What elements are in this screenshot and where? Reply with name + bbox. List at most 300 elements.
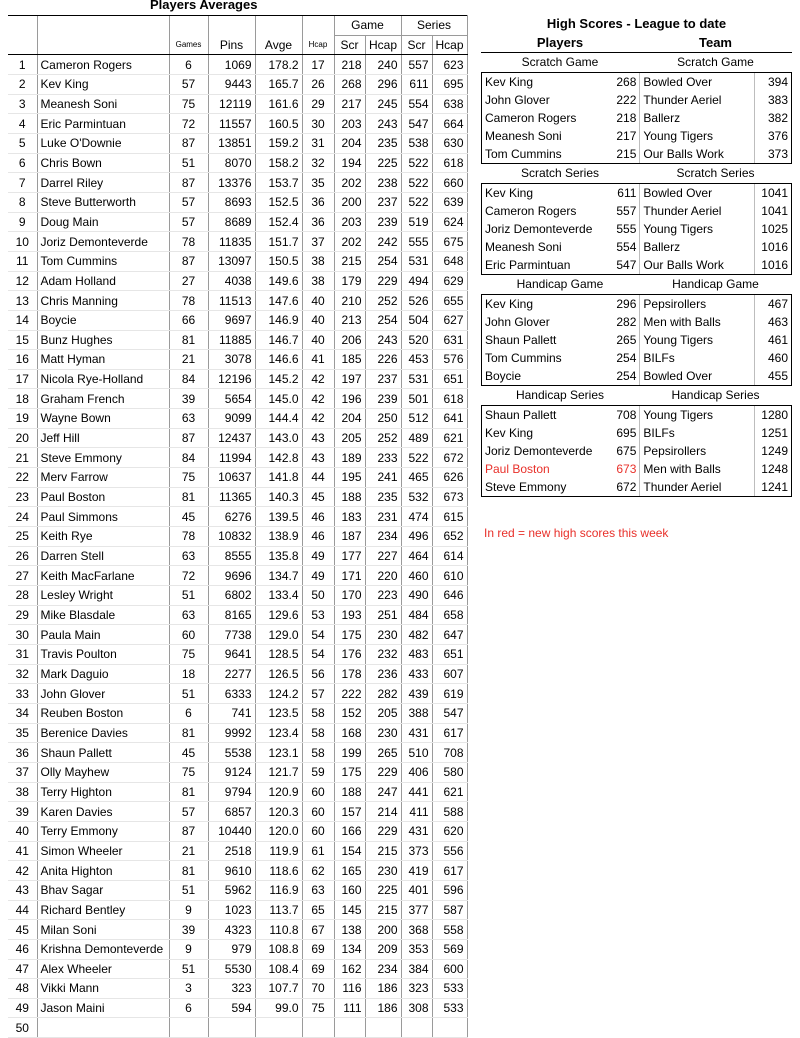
game-scratch-cell: 217 — [334, 94, 365, 114]
series-handicap-cell: 626 — [432, 468, 467, 488]
handicap-cell: 57 — [302, 684, 334, 704]
team-name: Thunder Aeriel — [639, 202, 753, 220]
game-handicap-cell: 223 — [365, 586, 401, 606]
games-cell: 75 — [169, 94, 208, 114]
game-handicap-cell: 240 — [365, 55, 401, 75]
table-row — [8, 566, 467, 586]
player-name-cell: Paul Boston — [37, 487, 169, 507]
series-handicap-cell: 641 — [432, 409, 467, 429]
games-cell: 45 — [169, 507, 208, 527]
high-score-row — [482, 424, 791, 442]
player-score: 557 — [616, 204, 637, 218]
player-name-cell: Joriz Demonteverde — [37, 232, 169, 252]
table-row — [8, 664, 467, 684]
team-score: 460 — [754, 349, 791, 367]
series-scratch-cell: 482 — [401, 625, 432, 645]
high-score-row — [482, 145, 791, 163]
table-row — [8, 821, 467, 841]
handicap-cell: 58 — [302, 703, 334, 723]
series-scratch-cell: 431 — [401, 821, 432, 841]
high-score-row — [482, 73, 791, 91]
player-name: Tom Cummins — [485, 351, 562, 365]
series-scratch-cell: 522 — [401, 448, 432, 468]
game-handicap-cell: 230 — [365, 861, 401, 881]
high-score-row — [482, 238, 791, 256]
pins-cell: 12119 — [208, 94, 255, 114]
game-scratch-cell: 189 — [334, 448, 365, 468]
team-score: 1241 — [754, 478, 791, 496]
player-name-cell: Chris Manning — [37, 291, 169, 311]
game-scratch-cell: 215 — [334, 251, 365, 271]
average-cell: 120.9 — [255, 782, 302, 802]
player-name-cell: Steve Butterworth — [37, 192, 169, 212]
table-row — [8, 55, 467, 75]
team-name: Young Tigers — [639, 220, 753, 238]
series-handicap-cell: 655 — [432, 291, 467, 311]
pins-cell: 12437 — [208, 428, 255, 448]
rank-cell: 22 — [8, 468, 37, 488]
games-cell: 72 — [169, 566, 208, 586]
game-handicap-cell: 265 — [365, 743, 401, 763]
high-scores-column-headers — [481, 33, 792, 53]
table-row — [8, 232, 467, 252]
pins-cell: 12196 — [208, 369, 255, 389]
team-section-title: Handicap Series — [671, 388, 760, 402]
game-handicap-cell: 229 — [365, 271, 401, 291]
series-handicap-cell: 651 — [432, 369, 467, 389]
games-cell: 75 — [169, 762, 208, 782]
games-cell: 87 — [169, 821, 208, 841]
team-score: 1251 — [754, 424, 791, 442]
team-section-title: Handicap Game — [672, 277, 759, 291]
rank-cell: 30 — [8, 625, 37, 645]
games-cell: 72 — [169, 114, 208, 134]
game-handicap-cell: 243 — [365, 330, 401, 350]
games-cell: 87 — [169, 251, 208, 271]
series-scratch-cell: 460 — [401, 566, 432, 586]
game-scratch-cell: 168 — [334, 723, 365, 743]
player-name: Kev King — [485, 186, 534, 200]
game-scratch-cell: 175 — [334, 625, 365, 645]
game-handicap-cell: 226 — [365, 350, 401, 370]
high-score-group — [481, 183, 792, 275]
games-cell: 78 — [169, 232, 208, 252]
series-handicap-cell: 648 — [432, 251, 467, 271]
games-cell: 63 — [169, 546, 208, 566]
handicap-cell: 17 — [302, 55, 334, 75]
game-handicap-cell — [365, 1018, 401, 1038]
player-section-title: Handicap Series — [515, 388, 605, 402]
player-name-cell: John Glover — [37, 684, 169, 704]
game-handicap-cell: 251 — [365, 605, 401, 625]
players-column-header: Players — [536, 35, 584, 50]
game-handicap-cell: 243 — [365, 114, 401, 134]
game-handicap-cell: 242 — [365, 232, 401, 252]
game-handicap-cell: 233 — [365, 448, 401, 468]
handicap-cell: 31 — [302, 133, 334, 153]
game-scratch-cell: 152 — [334, 703, 365, 723]
games-cell: 51 — [169, 684, 208, 704]
game-handicap-cell: 229 — [365, 762, 401, 782]
game-scratch-cell: 222 — [334, 684, 365, 704]
game-handicap-cell: 214 — [365, 802, 401, 822]
handicap-cell: 40 — [302, 330, 334, 350]
pins-cell: 323 — [208, 979, 255, 999]
handicap-cell: 40 — [302, 310, 334, 330]
team-name: Thunder Aeriel — [639, 91, 753, 109]
game-scratch-cell: 160 — [334, 880, 365, 900]
team-section-title: Scratch Game — [677, 55, 754, 69]
player-name: John Glover — [485, 315, 550, 329]
handicap-cell: 70 — [302, 979, 334, 999]
pins-cell: 2277 — [208, 664, 255, 684]
pins-cell: 13097 — [208, 251, 255, 271]
team-score: 1016 — [754, 256, 791, 274]
games-cell: 6 — [169, 703, 208, 723]
team-name: Ballerz — [639, 109, 753, 127]
game-scratch-cell: 187 — [334, 527, 365, 547]
game-scratch-cell: 176 — [334, 645, 365, 665]
series-handicap-cell: 673 — [432, 487, 467, 507]
average-cell: 134.7 — [255, 566, 302, 586]
pins-cell: 8070 — [208, 153, 255, 173]
handicap-cell: 43 — [302, 448, 334, 468]
average-cell: 138.9 — [255, 527, 302, 547]
series-handicap-cell: 610 — [432, 566, 467, 586]
series-handicap-cell: 533 — [432, 979, 467, 999]
series-scratch-cell: 522 — [401, 153, 432, 173]
player-name: Kev King — [485, 297, 534, 311]
games-cell: 51 — [169, 959, 208, 979]
rank-cell: 27 — [8, 566, 37, 586]
series-handicap-cell: 617 — [432, 861, 467, 881]
series-scratch-cell: 532 — [401, 487, 432, 507]
handicap-cell: 45 — [302, 487, 334, 507]
series-scratch-cell: 489 — [401, 428, 432, 448]
handicap-cell: 38 — [302, 271, 334, 291]
series-scratch-cell: 441 — [401, 782, 432, 802]
handicap-cell: 42 — [302, 409, 334, 429]
player-score: 675 — [616, 444, 637, 458]
series-handicap-cell: 660 — [432, 173, 467, 193]
game-handicap-cell: 225 — [365, 880, 401, 900]
team-name: Pepsirollers — [639, 295, 753, 313]
handicap-cell: 60 — [302, 802, 334, 822]
pins-cell: 11885 — [208, 330, 255, 350]
game-scratch-cell: 162 — [334, 959, 365, 979]
game-handicap-cell: 209 — [365, 939, 401, 959]
average-cell: 133.4 — [255, 586, 302, 606]
handicap-cell: 46 — [302, 507, 334, 527]
series-handicap-cell: 621 — [432, 428, 467, 448]
player-name: Joriz Demonteverde — [485, 222, 593, 236]
player-name: Eric Parmintuan — [485, 258, 571, 272]
game-scratch-cell: 197 — [334, 369, 365, 389]
handicap-cell: 50 — [302, 586, 334, 606]
game-handicap-cell: 247 — [365, 782, 401, 802]
high-score-row — [482, 184, 791, 202]
game-scratch-cell: 138 — [334, 920, 365, 940]
series-scratch-cell — [401, 1018, 432, 1038]
table-row — [8, 546, 467, 566]
player-score: 268 — [616, 75, 637, 89]
rank-cell: 49 — [8, 998, 37, 1018]
rank-cell: 36 — [8, 743, 37, 763]
table-row — [8, 939, 467, 959]
game-handicap-cell: 237 — [365, 192, 401, 212]
handicap-cell: 49 — [302, 566, 334, 586]
average-cell: 135.8 — [255, 546, 302, 566]
player-name-cell: Nicola Rye-Holland — [37, 369, 169, 389]
player-name: Shaun Pallett — [485, 333, 557, 347]
game-scratch-cell: 166 — [334, 821, 365, 841]
game-scratch-cell: 203 — [334, 114, 365, 134]
game-scratch-cell: 188 — [334, 782, 365, 802]
rank-cell: 45 — [8, 920, 37, 940]
game-scratch-cell: 204 — [334, 133, 365, 153]
series-hcap-header: Hcap — [432, 35, 467, 55]
average-cell: 123.4 — [255, 723, 302, 743]
high-scores-panel — [481, 15, 792, 497]
player-name: Meanesh Soni — [485, 240, 562, 254]
pins-cell: 4323 — [208, 920, 255, 940]
player-name: Paul Boston — [485, 462, 550, 476]
series-handicap-cell: 558 — [432, 920, 467, 940]
game-scratch-cell: 200 — [334, 192, 365, 212]
team-name: Thunder Aeriel — [639, 478, 753, 496]
series-scratch-cell: 554 — [401, 94, 432, 114]
high-score-row — [482, 367, 791, 385]
series-handicap-cell: 621 — [432, 782, 467, 802]
handicap-cell: 54 — [302, 645, 334, 665]
player-name-cell: Darrel Riley — [37, 173, 169, 193]
handicap-cell: 60 — [302, 782, 334, 802]
section-header — [481, 386, 792, 405]
games-cell: 57 — [169, 212, 208, 232]
game-handicap-cell: 239 — [365, 389, 401, 409]
game-handicap-cell: 254 — [365, 251, 401, 271]
team-name: Young Tigers — [639, 127, 753, 145]
series-handicap-cell: 631 — [432, 330, 467, 350]
game-scratch-cell: 196 — [334, 389, 365, 409]
table-row — [8, 350, 467, 370]
table-row — [8, 645, 467, 665]
series-group-header: Series — [401, 16, 467, 36]
player-name-cell: Milan Soni — [37, 920, 169, 940]
table-row — [8, 703, 467, 723]
handicap-cell: 49 — [302, 546, 334, 566]
pins-cell: 5530 — [208, 959, 255, 979]
section-header — [481, 164, 792, 183]
player-score: 282 — [616, 315, 637, 329]
pins-cell: 9794 — [208, 782, 255, 802]
player-score: 254 — [616, 351, 637, 365]
hcap-header: Hcap — [302, 35, 334, 55]
series-scratch-cell: 411 — [401, 802, 432, 822]
team-name: BILFs — [639, 349, 753, 367]
average-cell: 120.3 — [255, 802, 302, 822]
series-handicap-cell: 672 — [432, 448, 467, 468]
series-scratch-cell: 501 — [401, 389, 432, 409]
pins-cell: 9992 — [208, 723, 255, 743]
rank-cell: 10 — [8, 232, 37, 252]
player-name-cell: Steve Emmony — [37, 448, 169, 468]
games-cell: 3 — [169, 979, 208, 999]
game-handicap-cell: 241 — [365, 468, 401, 488]
game-scratch-cell: 165 — [334, 861, 365, 881]
player-name: Steve Emmony — [485, 480, 567, 494]
pins-cell: 6333 — [208, 684, 255, 704]
handicap-cell: 59 — [302, 762, 334, 782]
games-cell: 21 — [169, 841, 208, 861]
average-cell: 146.9 — [255, 310, 302, 330]
series-scratch-cell: 353 — [401, 939, 432, 959]
rank-cell: 13 — [8, 291, 37, 311]
pins-cell: 741 — [208, 703, 255, 723]
player-name-cell: Paul Simmons — [37, 507, 169, 527]
game-scratch-cell: 183 — [334, 507, 365, 527]
handicap-cell: 44 — [302, 468, 334, 488]
average-cell: 146.7 — [255, 330, 302, 350]
game-handicap-cell: 205 — [365, 703, 401, 723]
player-name-cell: Doug Main — [37, 212, 169, 232]
average-cell: 123.1 — [255, 743, 302, 763]
handicap-cell: 26 — [302, 74, 334, 94]
average-cell: 141.8 — [255, 468, 302, 488]
player-name-cell: Bunz Hughes — [37, 330, 169, 350]
player-score: 296 — [616, 297, 637, 311]
handicap-cell: 67 — [302, 920, 334, 940]
player-score: 254 — [616, 369, 637, 383]
rank-cell: 39 — [8, 802, 37, 822]
series-handicap-cell: 647 — [432, 625, 467, 645]
player-name-cell: Richard Bentley — [37, 900, 169, 920]
pins-cell: 5962 — [208, 880, 255, 900]
pins-cell: 13851 — [208, 133, 255, 153]
team-section-title: Scratch Series — [676, 166, 755, 180]
game-scratch-cell: 202 — [334, 173, 365, 193]
average-cell: 113.7 — [255, 900, 302, 920]
game-handicap-cell: 237 — [365, 369, 401, 389]
team-score: 463 — [754, 313, 791, 331]
player-section-title: Scratch Game — [521, 55, 599, 69]
team-score: 1041 — [754, 184, 791, 202]
handicap-cell: 32 — [302, 153, 334, 173]
series-handicap-cell: 624 — [432, 212, 467, 232]
player-name: John Glover — [485, 93, 550, 107]
games-cell: 18 — [169, 664, 208, 684]
games-cell: 9 — [169, 939, 208, 959]
series-handicap-cell: 695 — [432, 74, 467, 94]
game-scr-header: Scr — [334, 35, 365, 55]
series-handicap-cell: 580 — [432, 762, 467, 782]
player-name: Meanesh Soni — [485, 129, 562, 143]
games-cell: 84 — [169, 369, 208, 389]
series-handicap-cell: 556 — [432, 841, 467, 861]
games-cell: 81 — [169, 861, 208, 881]
game-handicap-cell: 215 — [365, 900, 401, 920]
average-cell: 153.7 — [255, 173, 302, 193]
player-name-cell: Graham French — [37, 389, 169, 409]
table-row — [8, 487, 467, 507]
game-scratch-cell: 206 — [334, 330, 365, 350]
handicap-cell: 42 — [302, 389, 334, 409]
table-row — [8, 192, 467, 212]
series-handicap-cell: 533 — [432, 998, 467, 1018]
handicap-cell: 30 — [302, 114, 334, 134]
handicap-cell: 58 — [302, 743, 334, 763]
game-handicap-cell: 254 — [365, 310, 401, 330]
high-score-row — [482, 220, 791, 238]
rank-cell: 50 — [8, 1018, 37, 1038]
series-scratch-cell: 519 — [401, 212, 432, 232]
rank-cell: 37 — [8, 762, 37, 782]
player-section-title: Scratch Series — [520, 166, 600, 180]
game-scratch-cell: 188 — [334, 487, 365, 507]
player-name-cell: Kev King — [37, 74, 169, 94]
pins-cell: 11513 — [208, 291, 255, 311]
handicap-cell: 36 — [302, 212, 334, 232]
player-name-cell: Keith Rye — [37, 527, 169, 547]
pins-cell: 9696 — [208, 566, 255, 586]
series-scratch-cell: 308 — [401, 998, 432, 1018]
player-name-cell: Alex Wheeler — [37, 959, 169, 979]
game-handicap-cell: 234 — [365, 959, 401, 979]
games-cell: 39 — [169, 389, 208, 409]
games-cell: 81 — [169, 782, 208, 802]
game-scratch-cell — [334, 1018, 365, 1038]
series-scratch-cell: 465 — [401, 468, 432, 488]
game-scratch-cell: 194 — [334, 153, 365, 173]
table-row — [8, 448, 467, 468]
player-score: 555 — [616, 222, 637, 236]
table-row — [8, 625, 467, 645]
rank-cell: 23 — [8, 487, 37, 507]
handicap-cell: 35 — [302, 173, 334, 193]
game-scratch-cell: 175 — [334, 762, 365, 782]
rank-cell: 6 — [8, 153, 37, 173]
player-name-cell: Tom Cummins — [37, 251, 169, 271]
game-scratch-cell: 177 — [334, 546, 365, 566]
high-scores-title: High Scores - League to date — [546, 16, 727, 31]
high-score-row — [482, 349, 791, 367]
average-cell: 150.5 — [255, 251, 302, 271]
table-row — [8, 271, 467, 291]
team-score: 1249 — [754, 442, 791, 460]
games-cell: 87 — [169, 133, 208, 153]
player-score: 217 — [616, 129, 637, 143]
series-scratch-cell: 464 — [401, 546, 432, 566]
handicap-cell — [302, 1018, 334, 1038]
games-cell: 84 — [169, 448, 208, 468]
player-name-cell: Luke O'Downie — [37, 133, 169, 153]
high-score-row — [482, 91, 791, 109]
game-handicap-cell: 250 — [365, 409, 401, 429]
handicap-cell: 58 — [302, 723, 334, 743]
player-score: 673 — [616, 462, 637, 476]
game-scratch-cell: 218 — [334, 55, 365, 75]
series-handicap-cell: 627 — [432, 310, 467, 330]
game-handicap-cell: 186 — [365, 979, 401, 999]
table-row — [8, 389, 467, 409]
player-name-cell: Mike Blasdale — [37, 605, 169, 625]
rank-cell: 16 — [8, 350, 37, 370]
player-score: 611 — [617, 186, 637, 200]
player-score: 215 — [616, 147, 637, 161]
game-scratch-cell: 154 — [334, 841, 365, 861]
table-row — [8, 507, 467, 527]
table-row — [8, 586, 467, 606]
